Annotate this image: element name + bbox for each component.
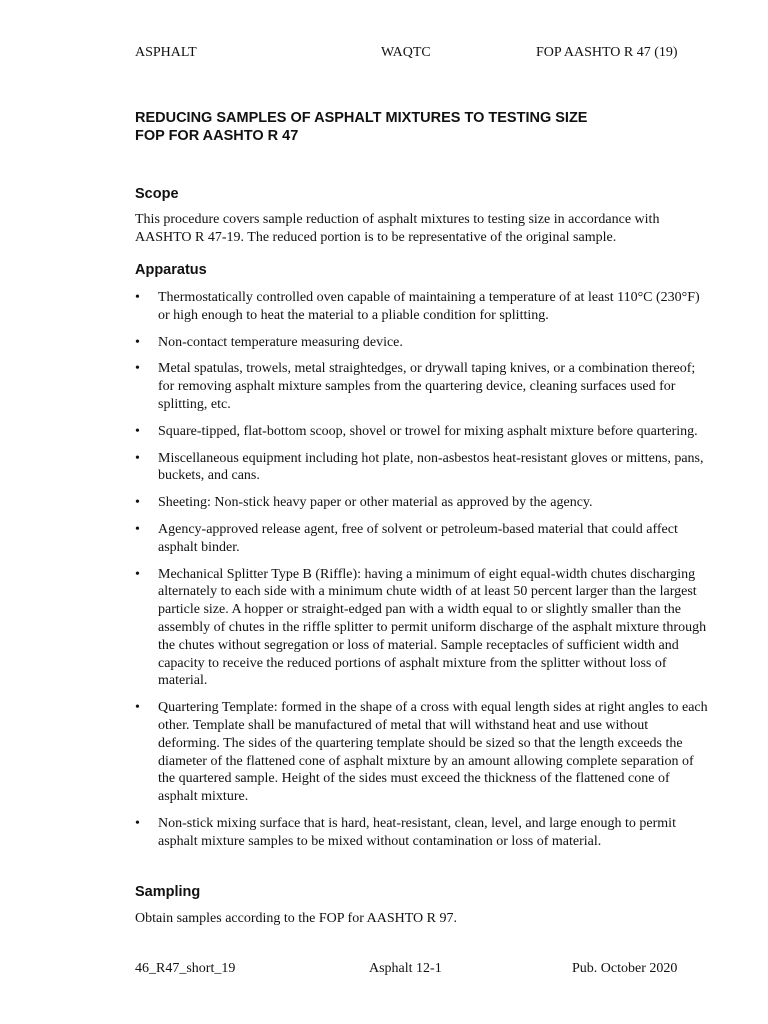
document-title (135, 109, 587, 145)
bullet-icon: • (135, 334, 140, 350)
bullet-icon: • (135, 450, 140, 466)
apparatus-item (135, 450, 710, 486)
header-right: FOP AASHTO R 47 (19) (536, 45, 678, 60)
bullet-icon: • (135, 815, 140, 831)
apparatus-item-text: Non-contact temperature measuring device. (158, 334, 403, 350)
bullet-icon: • (135, 423, 140, 439)
apparatus-item-text: Square-tipped, flat-bottom scoop, shovel or trowel for mixing asphalt mixture before quartering. (158, 423, 698, 439)
bullet-icon: • (135, 700, 140, 716)
footer-left: 46_R47_short_19 (135, 961, 236, 976)
sampling-heading: Sampling (135, 884, 201, 900)
title-line-2: FOP FOR AASHTO R 47 (135, 128, 299, 144)
apparatus-item (135, 566, 710, 691)
bullet-icon: • (135, 521, 140, 537)
bullet-icon: • (135, 495, 140, 511)
apparatus-item (135, 521, 710, 557)
apparatus-item-text: Metal spatulas, trowels, metal straightedges, or drywall taping knives, or a combination thereof; for removing asphalt mixture samples from the quartering device, cleaning surfaces used for splitting, etc. (158, 361, 696, 412)
apparatus-item (135, 423, 710, 441)
scope-paragraph: This procedure covers sample reduction of asphalt mixtures to testing size in accordance with AASHTO R 47-19. The reduced portion is to be representative of the original sample. (135, 212, 660, 245)
apparatus-list (135, 289, 710, 860)
apparatus-item-text: Non-stick mixing surface that is hard, heat-resistant, clean, level, and large enough to permit asphalt mixture samples to be mixed without contamination or loss of material. (158, 815, 676, 849)
apparatus-item (135, 815, 710, 851)
bullet-icon: • (135, 566, 140, 582)
apparatus-item-text: Mechanical Splitter Type B (Riffle): having a minimum of eight equal-width chutes discharging alternately to each side with a minimum chute width of at least 50 percent larger than the largest particle size. A hopper or straight-edged pan with a width equal to or slightly smaller than the assembly of chutes in the riffle splitter to permit uniform discharge of the asphalt mixture through the chutes without segregation or loss of material. Sample receptacles of sufficient width and capacity to receive the reduced portions of asphalt mixture from the splitter without loss of material. (158, 566, 707, 689)
apparatus-item (135, 334, 710, 352)
apparatus-item (135, 494, 710, 512)
apparatus-item (135, 699, 710, 806)
apparatus-item-text: Thermostatically controlled oven capable of maintaining a temperature of at least 110°C (230°F) or high enough to heat the material to a pliable condition for splitting. (158, 290, 700, 323)
header-center: WAQTC (381, 45, 431, 60)
apparatus-item-text: Quartering Template: formed in the shape of a cross with equal length sides at right angles to each other. Template shall be manufactured of metal that will withstand heat and use without deforming. The sides of the quartering template should be sized so that the length exceeds the diameter of the flattened cone of asphalt mixture by an amount allowing complete separation of the quartered sample. Height of the sides must exceed the thickness of the flattened cone of asphalt mixture. (158, 700, 708, 805)
footer-center: Asphalt 12-1 (369, 961, 442, 976)
apparatus-item-text: Sheeting: Non-stick heavy paper or other material as approved by the agency. (158, 495, 593, 511)
apparatus-item-text: Miscellaneous equipment including hot plate, non-asbestos heat-resistant gloves or mittens, pans, buckets, and cans. (158, 450, 704, 484)
apparatus-item (135, 360, 710, 413)
scope-heading: Scope (135, 186, 179, 202)
bullet-icon: • (135, 361, 140, 377)
apparatus-item (135, 289, 710, 325)
sampling-paragraph: Obtain samples according to the FOP for AASHTO R 97. (135, 911, 457, 926)
apparatus-heading: Apparatus (135, 262, 207, 278)
footer-right: Pub. October 2020 (572, 961, 678, 976)
header-left: ASPHALT (135, 45, 197, 60)
apparatus-item-text: Agency-approved release agent, free of solvent or petroleum-based material that could affect asphalt binder. (158, 521, 678, 555)
bullet-icon: • (135, 290, 140, 305)
title-line-1: REDUCING SAMPLES OF ASPHALT MIXTURES TO TESTING SIZE (135, 110, 588, 126)
